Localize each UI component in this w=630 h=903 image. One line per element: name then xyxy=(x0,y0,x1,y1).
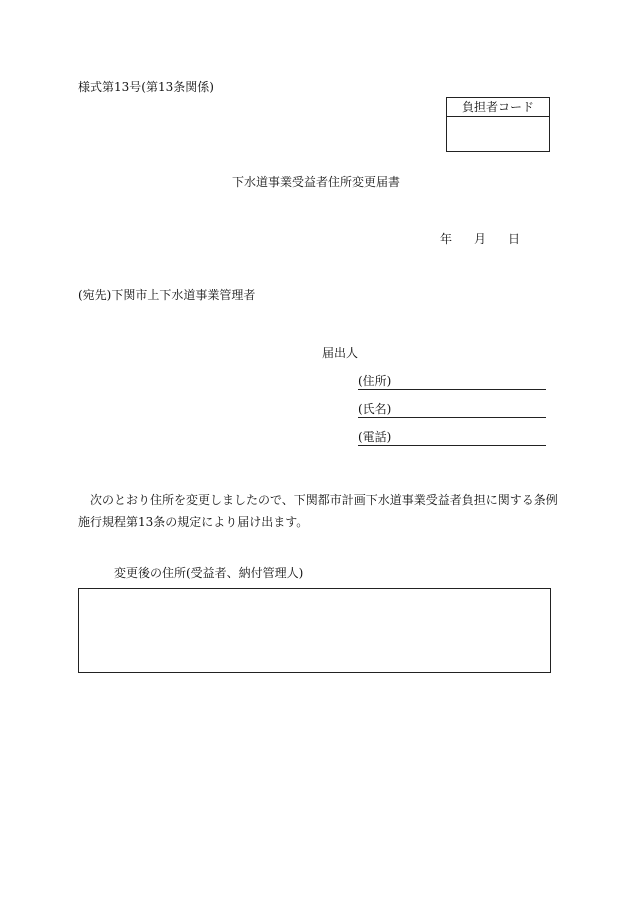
form-number: 様式第13号(第13条関係) xyxy=(78,80,214,94)
payer-code-field[interactable] xyxy=(447,117,549,153)
statement-text xyxy=(78,489,558,533)
new-address-label: 変更後の住所(受益者、納付管理人) xyxy=(114,566,304,580)
applicant-address-label: (住所) xyxy=(358,374,392,388)
day-label: 日 xyxy=(508,232,521,246)
payer-code-label: 負担者コード xyxy=(447,98,549,117)
payer-code-box xyxy=(446,97,550,152)
applicant-phone-field[interactable] xyxy=(358,428,546,446)
month-label: 月 xyxy=(474,232,487,246)
new-address-field[interactable] xyxy=(78,588,551,673)
applicant-label: 届出人 xyxy=(322,346,359,360)
date-line xyxy=(440,232,520,246)
applicant-name-field[interactable] xyxy=(358,400,546,418)
applicant-phone-label: (電話) xyxy=(358,430,392,444)
statement-line-2: 施行規程第13条の規定により届け出ます。 xyxy=(78,515,309,529)
year-label: 年 xyxy=(440,232,453,246)
applicant-name-label: (氏名) xyxy=(358,402,392,416)
applicant-address-field[interactable] xyxy=(358,372,546,390)
addressee: (宛先)下関市上下水道事業管理者 xyxy=(78,288,256,302)
statement-line-1: 次のとおり住所を変更しましたので、下関都市計画下水道事業受益者負担に関する条例 xyxy=(90,493,558,507)
document-title: 下水道事業受益者住所変更届書 xyxy=(232,175,401,189)
